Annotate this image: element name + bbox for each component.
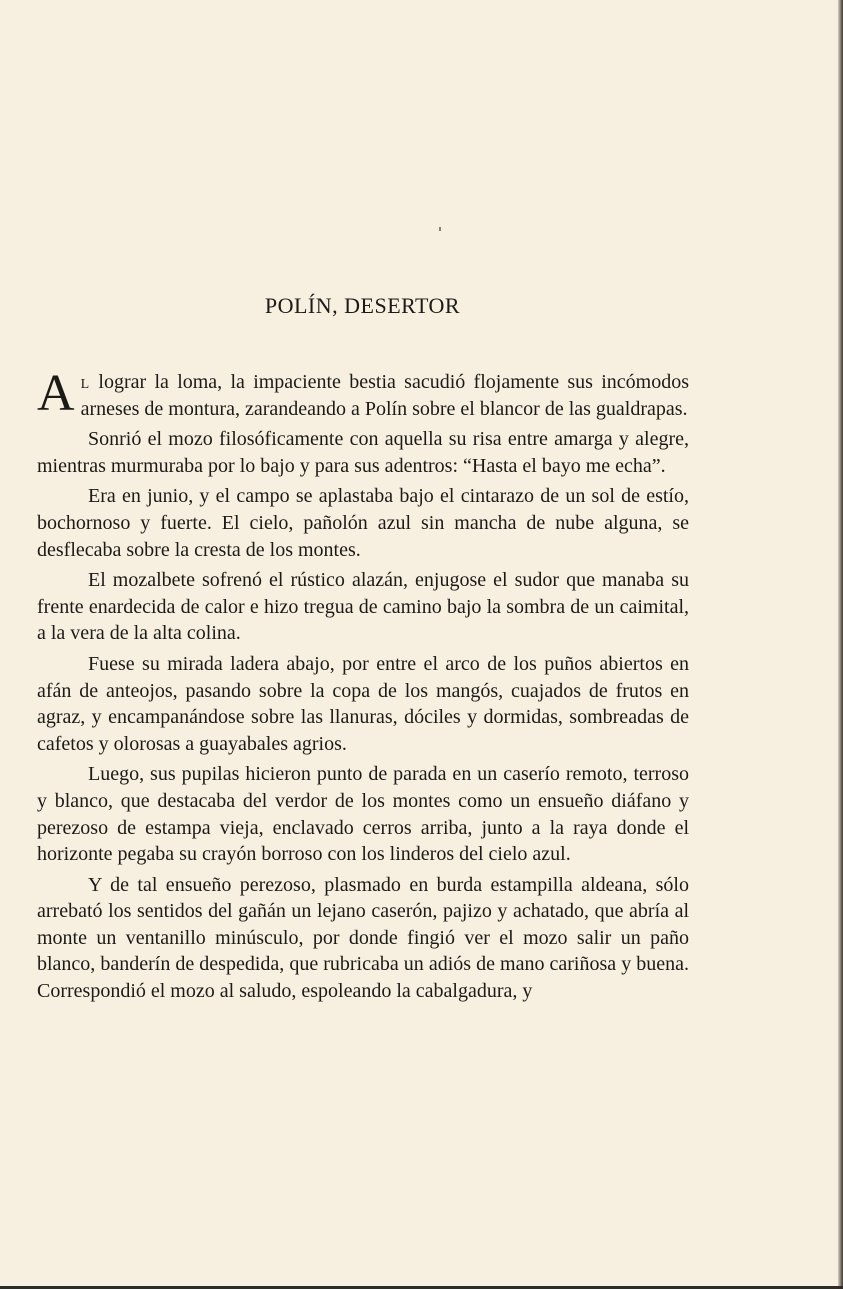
paragraph-7: Y de tal ensueño perezoso, plasmado en burda estampilla aldeana, sólo arrebató los sentidos del gañán un lejano caserón, pajizo y achatado, que abría al monte un ventanillo minúsculo, por donde fingió ver el mozo salir un paño blanco, banderín de despedida, que rubricaba un adiós de mano cariñosa y buena. Correspondió el mozo al saludo, espoleando la cabalgadura, y bbox=[37, 873, 689, 1003]
chapter-body bbox=[37, 365, 689, 1009]
drop-cap: A bbox=[37, 365, 75, 422]
lead-small-caps: l bbox=[80, 371, 91, 393]
paragraph-5: Fuese su mirada ladera abajo, por entre el arco de los puños abiertos en afán de anteojos, pasando sobre la copa de los mangós, cuajados de frutos en agraz, y encampanándose sobre las llanuras, dóciles y dormidas, sombreadas de cafetos y olorosas a guayabales agrios. bbox=[37, 652, 689, 755]
paragraph-2: Sonrió el mozo filosóficamente con aquella su risa entre amarga y alegre, mientras murmuraba por lo bajo y para sus adentros: “Hasta el bayo me echa”. bbox=[37, 428, 689, 477]
page-right-edge bbox=[838, 0, 843, 1289]
paragraph-6: Luego, sus pupilas hicieron punto de parada en un caserío remoto, terroso y blanco, que destacaba del verdor de los montes como un ensueño diáfano y perezoso de estampa vieja, enclavado cerros arriba, junto a la raya donde el horizonte pegaba su crayón borroso con los linderos del cielo azul. bbox=[37, 763, 689, 866]
paragraph-1 bbox=[37, 365, 689, 422]
paper-speck bbox=[439, 227, 441, 231]
paragraph-1-text: lograr la loma, la impaciente bestia sacudió flojamente sus incómodos arneses de montura, zarandeando a Polín sobre el blancor de las gualdrapas. bbox=[80, 371, 689, 420]
paragraph-3: Era en junio, y el campo se aplastaba bajo el cintarazo de un sol de estío, bochornoso y fuerte. El cielo, pañolón azul sin mancha de nube alguna, se desflecaba sobre la cresta de los montes. bbox=[37, 485, 689, 561]
chapter-title: POLÍN, DESERTOR bbox=[264, 293, 461, 318]
paragraph-4: El mozalbete sofrenó el rústico alazán, enjugose el sudor que manaba su frente enardecida de calor e hizo tregua de camino bajo la sombra de un caimital, a la vera de la alta colina. bbox=[37, 569, 689, 645]
